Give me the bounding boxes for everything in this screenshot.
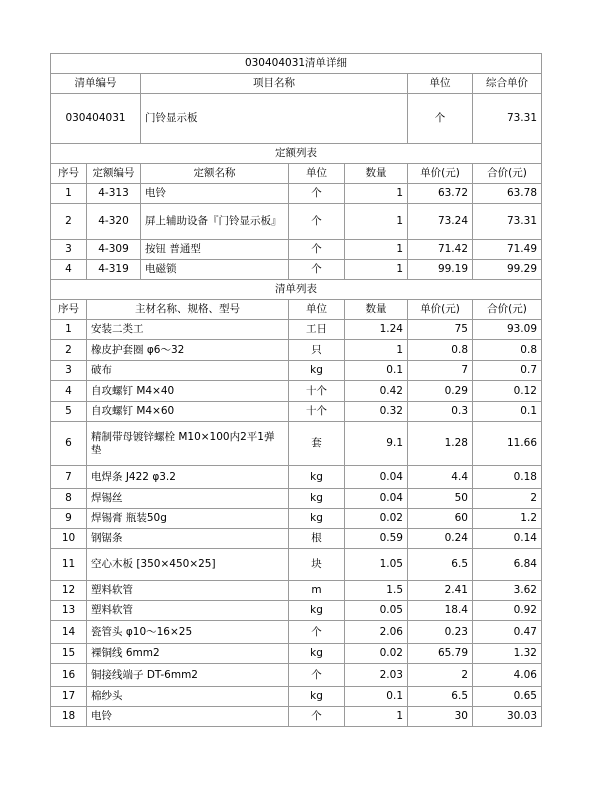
- material-unit-price: 0.23: [408, 621, 473, 644]
- quota-unit-price: 71.42: [408, 240, 473, 260]
- material-qty: 0.42: [345, 381, 408, 402]
- quota-unit-price: 99.19: [408, 260, 473, 280]
- bill-row: [51, 94, 542, 144]
- quota-no: 4: [51, 260, 87, 280]
- material-total: 0.65: [473, 687, 542, 707]
- quota-total: 71.49: [473, 240, 542, 260]
- quota-name: 按钮 普通型: [141, 240, 289, 260]
- material-no: 5: [51, 402, 87, 422]
- material-unit-price: 50: [408, 489, 473, 509]
- material-row: [51, 466, 542, 489]
- material-qty: 1.24: [345, 320, 408, 340]
- quota-row: [51, 260, 542, 280]
- material-qty: 1: [345, 707, 408, 727]
- material-no: 17: [51, 687, 87, 707]
- material-unit-price: 2: [408, 664, 473, 687]
- bill-unit: 个: [408, 94, 473, 144]
- quota-section-row: [51, 144, 542, 164]
- material-total: 4.06: [473, 664, 542, 687]
- material-no: 8: [51, 489, 87, 509]
- material-name: 塑料软管: [87, 601, 289, 621]
- material-no: 15: [51, 644, 87, 664]
- material-unit-price: 6.5: [408, 687, 473, 707]
- material-total: 0.18: [473, 466, 542, 489]
- material-unit-price: 7: [408, 361, 473, 381]
- material-name-header: 主材名称、规格、型号: [87, 300, 289, 320]
- material-qty: 0.59: [345, 529, 408, 549]
- material-unit: m: [289, 581, 345, 601]
- material-row: [51, 601, 542, 621]
- material-unit-header: 单位: [289, 300, 345, 320]
- bill-name: 门铃显示板: [141, 94, 408, 144]
- material-qty: 1: [345, 340, 408, 361]
- material-row: [51, 644, 542, 664]
- quota-no: 3: [51, 240, 87, 260]
- material-qty: 1.05: [345, 549, 408, 581]
- material-no-header: 序号: [51, 300, 87, 320]
- material-total: 2: [473, 489, 542, 509]
- quota-code: 4-319: [87, 260, 141, 280]
- material-name: 铜接线端子 DT-6mm2: [87, 664, 289, 687]
- material-name: 安装二类工: [87, 320, 289, 340]
- material-no: 16: [51, 664, 87, 687]
- material-row: [51, 581, 542, 601]
- quota-header-row: [51, 164, 542, 184]
- quota-qty: 1: [345, 184, 408, 204]
- material-qty: 2.03: [345, 664, 408, 687]
- bill-unit-header: 单位: [408, 74, 473, 94]
- quota-section-title: 定额列表: [51, 144, 542, 164]
- material-no: 11: [51, 549, 87, 581]
- material-total: 30.03: [473, 707, 542, 727]
- material-unit: kg: [289, 489, 345, 509]
- material-name: 棉纱头: [87, 687, 289, 707]
- material-no: 18: [51, 707, 87, 727]
- material-unit: 十个: [289, 381, 345, 402]
- quota-name-header: 定额名称: [141, 164, 289, 184]
- material-name: 自攻螺钉 M4×60: [87, 402, 289, 422]
- quota-total: 63.78: [473, 184, 542, 204]
- quota-qty: 1: [345, 240, 408, 260]
- material-unit: 工日: [289, 320, 345, 340]
- material-unit: kg: [289, 361, 345, 381]
- material-unit: 个: [289, 707, 345, 727]
- table-title-row: [51, 54, 542, 74]
- material-total: 0.47: [473, 621, 542, 644]
- quota-name: 屏上辅助设备『门铃显示板』: [141, 204, 289, 240]
- material-name: 裸铜线 6mm2: [87, 644, 289, 664]
- material-unit: 个: [289, 621, 345, 644]
- material-row: [51, 664, 542, 687]
- material-row: [51, 422, 542, 466]
- quota-name: 电铃: [141, 184, 289, 204]
- material-qty: 0.1: [345, 687, 408, 707]
- material-no: 10: [51, 529, 87, 549]
- quota-code: 4-313: [87, 184, 141, 204]
- material-qty: 0.05: [345, 601, 408, 621]
- quota-row: [51, 184, 542, 204]
- material-qty: 1.5: [345, 581, 408, 601]
- material-unit-price: 1.28: [408, 422, 473, 466]
- material-unit-price: 65.79: [408, 644, 473, 664]
- quota-unit-header: 单位: [289, 164, 345, 184]
- material-unit-price: 6.5: [408, 549, 473, 581]
- material-no: 1: [51, 320, 87, 340]
- quota-qty: 1: [345, 260, 408, 280]
- material-row: [51, 340, 542, 361]
- material-row: [51, 509, 542, 529]
- quota-unit: 个: [289, 240, 345, 260]
- material-name: 空心木板 [350×450×25]: [87, 549, 289, 581]
- material-unit-price: 75: [408, 320, 473, 340]
- material-name: 电焊条 J422 φ3.2: [87, 466, 289, 489]
- material-qty: 0.32: [345, 402, 408, 422]
- material-unit-price-header: 单价(元): [408, 300, 473, 320]
- material-section-title: 清单列表: [51, 280, 542, 300]
- material-unit: kg: [289, 687, 345, 707]
- material-total: 0.12: [473, 381, 542, 402]
- quota-total-header: 合价(元): [473, 164, 542, 184]
- material-name: 塑料软管: [87, 581, 289, 601]
- material-no: 2: [51, 340, 87, 361]
- material-total: 0.7: [473, 361, 542, 381]
- material-qty: 0.04: [345, 466, 408, 489]
- quota-no: 1: [51, 184, 87, 204]
- material-unit: kg: [289, 466, 345, 489]
- material-qty: 0.1: [345, 361, 408, 381]
- material-total: 1.32: [473, 644, 542, 664]
- material-name: 精制带母镀锌螺栓 M10×100内2平1弹垫: [87, 422, 289, 466]
- material-unit-price: 0.29: [408, 381, 473, 402]
- material-unit: kg: [289, 601, 345, 621]
- bill-header-row: [51, 74, 542, 94]
- quota-code: 4-320: [87, 204, 141, 240]
- material-row: [51, 361, 542, 381]
- material-qty: 0.02: [345, 644, 408, 664]
- quota-unit-price: 63.72: [408, 184, 473, 204]
- material-no: 12: [51, 581, 87, 601]
- material-name: 焊锡丝: [87, 489, 289, 509]
- material-qty: 2.06: [345, 621, 408, 644]
- material-no: 4: [51, 381, 87, 402]
- material-total: 0.14: [473, 529, 542, 549]
- material-total: 1.2: [473, 509, 542, 529]
- quota-unit-price: 73.24: [408, 204, 473, 240]
- material-name: 橡皮护套圈 φ6～32: [87, 340, 289, 361]
- material-no: 6: [51, 422, 87, 466]
- quota-qty-header: 数量: [345, 164, 408, 184]
- material-total: 0.1: [473, 402, 542, 422]
- table-title: 030404031清单详细: [51, 54, 542, 74]
- material-section-row: [51, 280, 542, 300]
- material-no: 9: [51, 509, 87, 529]
- material-name: 破布: [87, 361, 289, 381]
- material-row: [51, 707, 542, 727]
- material-total: 93.09: [473, 320, 542, 340]
- material-unit: 套: [289, 422, 345, 466]
- material-total: 3.62: [473, 581, 542, 601]
- quota-code-header: 定额编号: [87, 164, 141, 184]
- material-unit: 个: [289, 664, 345, 687]
- material-row: [51, 489, 542, 509]
- quota-no-header: 序号: [51, 164, 87, 184]
- material-row: [51, 402, 542, 422]
- material-unit: 根: [289, 529, 345, 549]
- material-row: [51, 320, 542, 340]
- quota-code: 4-309: [87, 240, 141, 260]
- material-name: 瓷管头 φ10～16×25: [87, 621, 289, 644]
- material-no: 3: [51, 361, 87, 381]
- material-unit: kg: [289, 644, 345, 664]
- quota-unit: 个: [289, 204, 345, 240]
- bill-code-header: 清单编号: [51, 74, 141, 94]
- material-no: 7: [51, 466, 87, 489]
- bill-name-header: 项目名称: [141, 74, 408, 94]
- material-unit-price: 2.41: [408, 581, 473, 601]
- material-qty: 9.1: [345, 422, 408, 466]
- material-unit-price: 4.4: [408, 466, 473, 489]
- material-name: 钢锯条: [87, 529, 289, 549]
- material-total: 0.92: [473, 601, 542, 621]
- material-unit: 块: [289, 549, 345, 581]
- material-qty-header: 数量: [345, 300, 408, 320]
- material-total: 6.84: [473, 549, 542, 581]
- material-row: [51, 529, 542, 549]
- material-row: [51, 381, 542, 402]
- material-total: 0.8: [473, 340, 542, 361]
- material-name: 电铃: [87, 707, 289, 727]
- material-unit: 十个: [289, 402, 345, 422]
- material-unit-price: 60: [408, 509, 473, 529]
- quota-unit: 个: [289, 260, 345, 280]
- quota-total: 73.31: [473, 204, 542, 240]
- bill-code: 030404031: [51, 94, 141, 144]
- material-total-header: 合价(元): [473, 300, 542, 320]
- material-unit-price: 30: [408, 707, 473, 727]
- material-unit-price: 18.4: [408, 601, 473, 621]
- quota-row: [51, 204, 542, 240]
- quota-name: 电磁锁: [141, 260, 289, 280]
- material-unit: kg: [289, 509, 345, 529]
- material-unit-price: 0.8: [408, 340, 473, 361]
- quota-unit-price-header: 单价(元): [408, 164, 473, 184]
- bill-detail-table: [50, 53, 542, 727]
- material-header-row: [51, 300, 542, 320]
- material-row: [51, 687, 542, 707]
- material-unit: 只: [289, 340, 345, 361]
- quota-unit: 个: [289, 184, 345, 204]
- material-row: [51, 549, 542, 581]
- material-name: 自攻螺钉 M4×40: [87, 381, 289, 402]
- bill-price-header: 综合单价: [473, 74, 542, 94]
- material-unit-price: 0.3: [408, 402, 473, 422]
- material-total: 11.66: [473, 422, 542, 466]
- material-unit-price: 0.24: [408, 529, 473, 549]
- material-row: [51, 621, 542, 644]
- material-no: 13: [51, 601, 87, 621]
- material-name: 焊锡膏 瓶装50g: [87, 509, 289, 529]
- quota-total: 99.29: [473, 260, 542, 280]
- material-qty: 0.02: [345, 509, 408, 529]
- quota-row: [51, 240, 542, 260]
- material-qty: 0.04: [345, 489, 408, 509]
- quota-qty: 1: [345, 204, 408, 240]
- quota-no: 2: [51, 204, 87, 240]
- bill-price: 73.31: [473, 94, 542, 144]
- material-no: 14: [51, 621, 87, 644]
